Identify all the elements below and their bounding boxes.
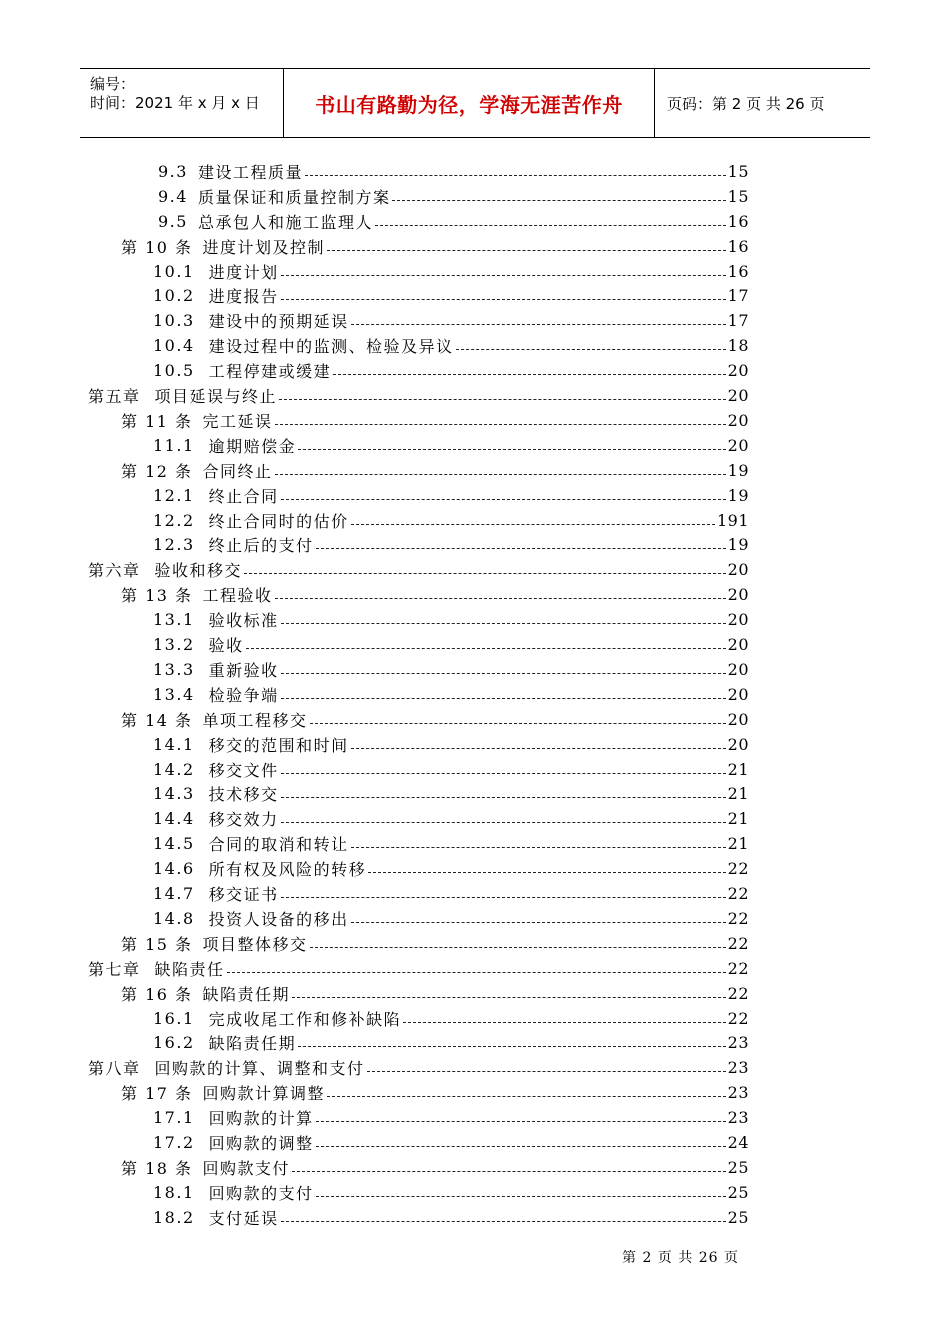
toc-entry-page: 20 xyxy=(727,410,749,430)
toc-entry[interactable] xyxy=(153,1105,749,1130)
toc-entry[interactable] xyxy=(153,483,749,508)
toc-entry-page: 16 xyxy=(727,211,749,231)
toc-entry[interactable] xyxy=(153,1180,749,1205)
toc-entry[interactable] xyxy=(121,1155,749,1180)
toc-entry[interactable] xyxy=(153,906,749,931)
toc-entry-number: 14.2 xyxy=(153,759,195,779)
toc-entry-title: 回购款的计算 xyxy=(208,1109,314,1129)
toc-entry-number: 16.1 xyxy=(153,1008,195,1028)
toc-entry-title: 进度计划 xyxy=(208,262,279,282)
toc-entry-number: 12.2 xyxy=(153,510,195,530)
toc-entry-number: 18.1 xyxy=(153,1182,195,1202)
toc-entry[interactable] xyxy=(153,657,749,682)
toc-dot-leader xyxy=(298,449,726,450)
toc-entry-number: 9.5 xyxy=(158,211,188,231)
toc-entry-page: 22 xyxy=(727,933,749,953)
toc-entry[interactable] xyxy=(153,757,749,782)
toc-entry-title: 移交效力 xyxy=(208,810,279,830)
toc-dot-leader xyxy=(281,698,726,699)
toc-entry-title: 单项工程移交 xyxy=(202,710,308,730)
toc-entry-page: 19 xyxy=(727,485,749,505)
toc-dot-leader xyxy=(305,175,726,176)
toc-entry-number: 9.4 xyxy=(158,186,188,206)
toc-entry-title: 进度计划及控制 xyxy=(202,237,326,257)
toc-entry[interactable] xyxy=(153,831,749,856)
toc-entry-number: 14.7 xyxy=(153,884,195,904)
toc-entry-title: 回购款的支付 xyxy=(208,1183,314,1203)
toc-entry-number: 10.3 xyxy=(153,311,195,331)
toc-dot-leader xyxy=(298,1046,726,1047)
toc-entry-title: 建设中的预期延误 xyxy=(208,312,349,332)
toc-entry-page: 25 xyxy=(727,1182,749,1202)
toc-entry-page: 20 xyxy=(727,560,749,580)
toc-dot-leader xyxy=(281,822,726,823)
toc-entry[interactable] xyxy=(153,782,749,807)
toc-entry[interactable] xyxy=(88,956,749,981)
toc-entry-number: 10.5 xyxy=(153,361,195,381)
toc-entry-number: 13.2 xyxy=(153,635,195,655)
toc-entry-title: 验收标准 xyxy=(208,611,279,631)
toc-entry-title: 回购款的调整 xyxy=(208,1134,314,1154)
toc-entry[interactable] xyxy=(153,284,749,309)
toc-entry-number: 第 10 条 xyxy=(121,237,193,257)
toc-entry[interactable] xyxy=(121,931,749,956)
toc-entry-number: 第 13 条 xyxy=(121,586,193,606)
toc-dot-leader xyxy=(351,524,715,525)
toc-entry[interactable] xyxy=(121,1080,749,1105)
toc-entry-number: 17.1 xyxy=(153,1108,195,1128)
toc-dot-leader xyxy=(292,997,726,998)
toc-entry-title: 缺陷责任 xyxy=(154,959,225,979)
toc-entry[interactable] xyxy=(153,856,749,881)
toc-entry-number: 第 17 条 xyxy=(121,1084,193,1104)
toc-entry-title: 逾期赔偿金 xyxy=(208,436,297,456)
toc-dot-leader xyxy=(392,200,725,201)
toc-entry[interactable] xyxy=(121,458,749,483)
toc-entry-page: 25 xyxy=(727,1207,749,1227)
toc-dot-leader xyxy=(227,972,726,973)
toc-entry[interactable] xyxy=(153,607,749,632)
document-date: 时间：2021 年 x 月 x 日 xyxy=(90,94,260,112)
toc-entry-number: 第 14 条 xyxy=(121,710,193,730)
toc-entry-page: 191 xyxy=(716,510,749,530)
toc-entry[interactable] xyxy=(153,1130,749,1155)
toc-entry-page: 23 xyxy=(727,1033,749,1053)
toc-entry[interactable] xyxy=(88,557,749,582)
toc-entry-title: 验收和移交 xyxy=(154,561,243,581)
page-header xyxy=(80,68,870,138)
toc-entry-number: 12.3 xyxy=(153,535,195,555)
toc-entry-title: 完工延误 xyxy=(202,411,273,431)
toc-dot-leader xyxy=(281,673,726,674)
toc-entry-title: 所有权及风险的转移 xyxy=(208,860,367,880)
toc-entry[interactable] xyxy=(158,159,749,184)
toc-dot-leader xyxy=(316,1121,726,1122)
toc-entry-title: 项目整体移交 xyxy=(202,934,308,954)
toc-entry-page: 15 xyxy=(727,161,749,181)
toc-dot-leader xyxy=(281,299,726,300)
toc-entry-page: 24 xyxy=(727,1133,749,1153)
toc-entry-number: 第 11 条 xyxy=(121,411,193,431)
toc-entry-number: 第五章 xyxy=(88,387,141,407)
toc-entry-number: 第六章 xyxy=(88,561,141,581)
toc-entry-number: 13.4 xyxy=(153,684,195,704)
toc-entry-number: 13.3 xyxy=(153,659,195,679)
toc-entry-title: 重新验收 xyxy=(208,660,279,680)
toc-entry-title: 项目延误与终止 xyxy=(154,387,278,407)
toc-dot-leader xyxy=(333,374,726,375)
toc-entry-title: 终止后的支付 xyxy=(208,536,314,556)
toc-dot-leader xyxy=(351,922,726,923)
toc-entry-page: 21 xyxy=(727,834,749,854)
toc-entry[interactable] xyxy=(88,383,749,408)
toc-entry-page: 17 xyxy=(727,286,749,306)
toc-entry-number: 16.2 xyxy=(153,1033,195,1053)
toc-dot-leader xyxy=(327,250,726,251)
toc-entry-number: 14.1 xyxy=(153,734,195,754)
toc-entry-page: 25 xyxy=(727,1157,749,1177)
toc-dot-leader xyxy=(375,225,726,226)
toc-entry[interactable] xyxy=(121,408,749,433)
toc-entry-title: 缺陷责任期 xyxy=(208,1034,297,1054)
toc-entry-title: 进度报告 xyxy=(208,287,279,307)
toc-entry-number: 14.6 xyxy=(153,859,195,879)
toc-entry[interactable] xyxy=(153,1006,749,1031)
toc-entry-page: 22 xyxy=(727,1008,749,1028)
toc-dot-leader xyxy=(367,1071,726,1072)
toc-entry-number: 14.4 xyxy=(153,809,195,829)
toc-entry[interactable] xyxy=(158,209,749,234)
toc-entry[interactable] xyxy=(158,184,749,209)
toc-entry-title: 终止合同时的估价 xyxy=(208,511,349,531)
toc-entry-number: 18.2 xyxy=(153,1207,195,1227)
toc-dot-leader xyxy=(281,897,726,898)
toc-entry-title: 移交的范围和时间 xyxy=(208,735,349,755)
toc-entry-title: 质量保证和质量控制方案 xyxy=(197,187,391,207)
page-footer-number: 第 2 页 共 26 页 xyxy=(622,1250,739,1266)
toc-dot-leader xyxy=(351,748,726,749)
toc-dot-leader xyxy=(403,1022,726,1023)
toc-entry-page: 22 xyxy=(727,884,749,904)
toc-entry-title: 技术移交 xyxy=(208,785,279,805)
toc-entry-page: 18 xyxy=(727,336,749,356)
toc-entry-page: 20 xyxy=(727,684,749,704)
toc-entry[interactable] xyxy=(153,632,749,657)
toc-dot-leader xyxy=(292,1171,726,1172)
toc-entry-page: 20 xyxy=(727,386,749,406)
toc-entry-title: 建设工程质量 xyxy=(197,162,303,182)
toc-entry-page: 23 xyxy=(727,1058,749,1078)
toc-entry[interactable] xyxy=(153,1205,749,1230)
toc-entry-page: 21 xyxy=(727,759,749,779)
toc-entry-page: 22 xyxy=(727,908,749,928)
toc-entry[interactable] xyxy=(153,358,749,383)
toc-entry-number: 17.2 xyxy=(153,1133,195,1153)
toc-dot-leader xyxy=(351,847,726,848)
toc-entry-title: 投资人设备的移出 xyxy=(208,909,349,929)
toc-dot-leader xyxy=(316,1196,726,1197)
toc-dot-leader xyxy=(456,349,726,350)
toc-entry-page: 22 xyxy=(727,859,749,879)
toc-entry-number: 第七章 xyxy=(88,959,141,979)
toc-dot-leader xyxy=(244,573,726,574)
toc-entry-page: 20 xyxy=(727,734,749,754)
toc-dot-leader xyxy=(281,797,726,798)
toc-entry[interactable] xyxy=(121,234,749,259)
toc-dot-leader xyxy=(310,723,726,724)
toc-entry[interactable] xyxy=(153,333,749,358)
toc-entry[interactable] xyxy=(153,533,749,558)
toc-dot-leader xyxy=(281,499,726,500)
toc-entry-page: 20 xyxy=(727,585,749,605)
toc-dot-leader xyxy=(281,275,726,276)
toc-dot-leader xyxy=(351,324,726,325)
toc-dot-leader xyxy=(279,399,726,400)
toc-entry-number: 10.2 xyxy=(153,286,195,306)
toc-entry-title: 验收 xyxy=(208,636,244,656)
toc-entry-title: 工程验收 xyxy=(202,586,273,606)
header-page-info: 页码：第 2 页 共 26 页 xyxy=(667,94,825,113)
toc-dot-leader xyxy=(275,424,726,425)
header-meta xyxy=(80,69,284,137)
toc-dot-leader xyxy=(275,474,726,475)
toc-entry-number: 第 18 条 xyxy=(121,1158,193,1178)
toc-entry[interactable] xyxy=(121,981,749,1006)
toc-dot-leader xyxy=(275,598,726,599)
toc-entry-title: 终止合同 xyxy=(208,486,279,506)
toc-entry[interactable] xyxy=(153,308,749,333)
toc-entry-page: 22 xyxy=(727,983,749,1003)
toc-entry-number: 10.1 xyxy=(153,261,195,281)
toc-entry-page: 21 xyxy=(727,809,749,829)
toc-entry[interactable] xyxy=(153,259,749,284)
toc-entry-title: 合同终止 xyxy=(202,461,273,481)
toc-entry-number: 14.8 xyxy=(153,908,195,928)
header-slogan: 书山有路勤为径，学海无涯苦作舟 xyxy=(284,69,655,137)
toc-entry-number: 9.3 xyxy=(158,161,188,181)
toc-entry-title: 回购款计算调整 xyxy=(202,1084,326,1104)
toc-entry-page: 16 xyxy=(727,236,749,256)
toc-entry-number: 第 12 条 xyxy=(121,461,193,481)
toc-entry[interactable] xyxy=(121,582,749,607)
toc-entry-page: 16 xyxy=(727,261,749,281)
toc-entry-page: 23 xyxy=(727,1108,749,1128)
toc-entry-page: 19 xyxy=(727,535,749,555)
toc-entry-page: 20 xyxy=(727,610,749,630)
toc-entry-page: 20 xyxy=(727,361,749,381)
toc-entry-title: 缺陷责任期 xyxy=(202,984,291,1004)
toc-dot-leader xyxy=(316,548,726,549)
toc-entry[interactable] xyxy=(153,881,749,906)
toc-entry[interactable] xyxy=(153,806,749,831)
toc-entry[interactable] xyxy=(121,707,749,732)
toc-dot-leader xyxy=(368,872,726,873)
toc-entry-number: 12.1 xyxy=(153,485,195,505)
toc-entry-title: 移交文件 xyxy=(208,760,279,780)
toc-entry-page: 15 xyxy=(727,186,749,206)
toc-entry-page: 21 xyxy=(727,784,749,804)
toc-entry-page: 20 xyxy=(727,635,749,655)
toc-dot-leader xyxy=(281,1221,726,1222)
toc-dot-leader xyxy=(281,773,726,774)
toc-entry-number: 14.5 xyxy=(153,834,195,854)
toc-entry-number: 第八章 xyxy=(88,1059,141,1079)
toc-dot-leader xyxy=(310,947,726,948)
toc-entry[interactable] xyxy=(153,1031,749,1056)
toc-entry-title: 回购款的计算、调整和支付 xyxy=(154,1059,365,1079)
toc-entry-number: 11.1 xyxy=(153,435,195,455)
toc-entry-title: 总承包人和施工监理人 xyxy=(197,212,373,232)
toc-dot-leader xyxy=(316,1146,726,1147)
toc-entry-title: 建设过程中的监测、检验及异议 xyxy=(208,337,454,357)
toc-entry-page: 23 xyxy=(727,1083,749,1103)
toc-entry-title: 移交证书 xyxy=(208,885,279,905)
document-code-label: 编号： xyxy=(90,75,136,93)
toc-entry-page: 20 xyxy=(727,659,749,679)
toc-dot-leader xyxy=(281,623,726,624)
toc-entry-title: 检验争端 xyxy=(208,685,279,705)
toc-entry-title: 支付延误 xyxy=(208,1208,279,1228)
toc-entry-number: 第 16 条 xyxy=(121,984,193,1004)
toc-entry-page: 19 xyxy=(727,460,749,480)
toc-entry-number: 13.1 xyxy=(153,610,195,630)
toc-entry-page: 17 xyxy=(727,311,749,331)
toc-entry[interactable] xyxy=(153,732,749,757)
toc-entry-title: 工程停建或缓建 xyxy=(208,362,332,382)
toc-entry-number: 10.4 xyxy=(153,336,195,356)
toc-entry[interactable] xyxy=(88,1055,749,1080)
toc-entry-number: 14.3 xyxy=(153,784,195,804)
toc-entry[interactable] xyxy=(153,682,749,707)
toc-dot-leader xyxy=(246,648,726,649)
toc-entry[interactable] xyxy=(153,433,749,458)
toc-entry-page: 22 xyxy=(727,958,749,978)
toc-entry-page: 20 xyxy=(727,709,749,729)
toc-entry-title: 合同的取消和转让 xyxy=(208,835,349,855)
toc-entry-title: 完成收尾工作和修补缺陷 xyxy=(208,1009,402,1029)
toc-entry-number: 第 15 条 xyxy=(121,934,193,954)
toc-dot-leader xyxy=(327,1096,726,1097)
toc-entry[interactable] xyxy=(153,508,749,533)
toc-entry-page: 20 xyxy=(727,435,749,455)
toc-entry-title: 回购款支付 xyxy=(202,1158,291,1178)
